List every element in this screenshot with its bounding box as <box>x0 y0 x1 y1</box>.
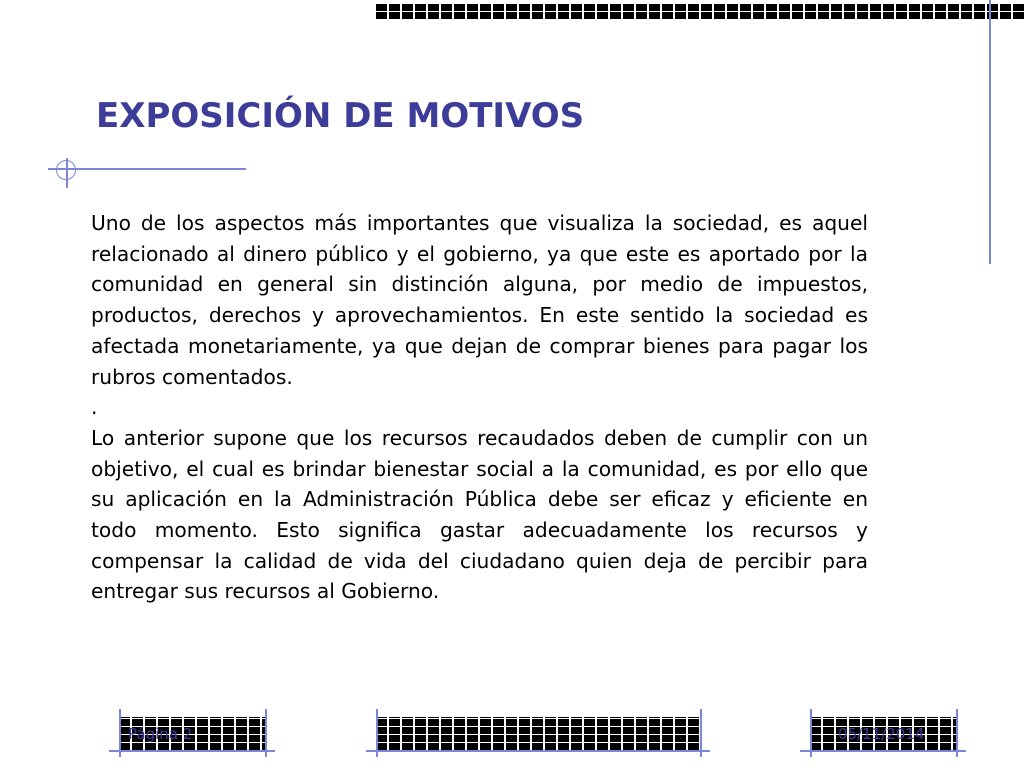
guide-circle-icon <box>56 160 76 180</box>
slide-body <box>91 208 868 607</box>
footer-center-box <box>376 717 700 750</box>
footer-guide-line <box>109 750 275 752</box>
body-paragraph: . <box>91 395 98 420</box>
title-underline-guide <box>48 168 246 170</box>
header-strip <box>376 3 1024 19</box>
right-vertical-guide-line <box>989 0 991 264</box>
footer-guide-line <box>366 750 710 752</box>
slide-title: EXPOSICIÓN DE MOTIVOS <box>96 96 585 136</box>
footer-guide-line <box>800 750 966 752</box>
body-paragraph: Uno de los aspectos más importantes que visualiza la sociedad, es aquel relacionado al dinero público y el gobierno, ya que este es aportado por la comunidad en general sin distinción alguna, por medio de impuestos, productos, derechos y aprovechamientos. En este sentido la sociedad es afectada monetariamente, ya que dejan de comprar bienes para pagar los rubros comentados. <box>91 211 868 389</box>
body-paragraph: Lo anterior supone que los recursos recaudados deben de cumplir con un objetivo, el cual es brindar bienestar social a la comunidad, es por ello que su aplicación en la Administración Pública debe ser eficaz y eficiente en todo momento. Esto significa gastar adecuadamente los recursos y compensar la calidad de vida del ciudadano quien deja de percibir para entregar sus recursos al Gobierno. <box>91 425 868 604</box>
page-number-label: Página 2 <box>128 725 193 743</box>
date-label: 05/11/2014 <box>838 725 925 743</box>
